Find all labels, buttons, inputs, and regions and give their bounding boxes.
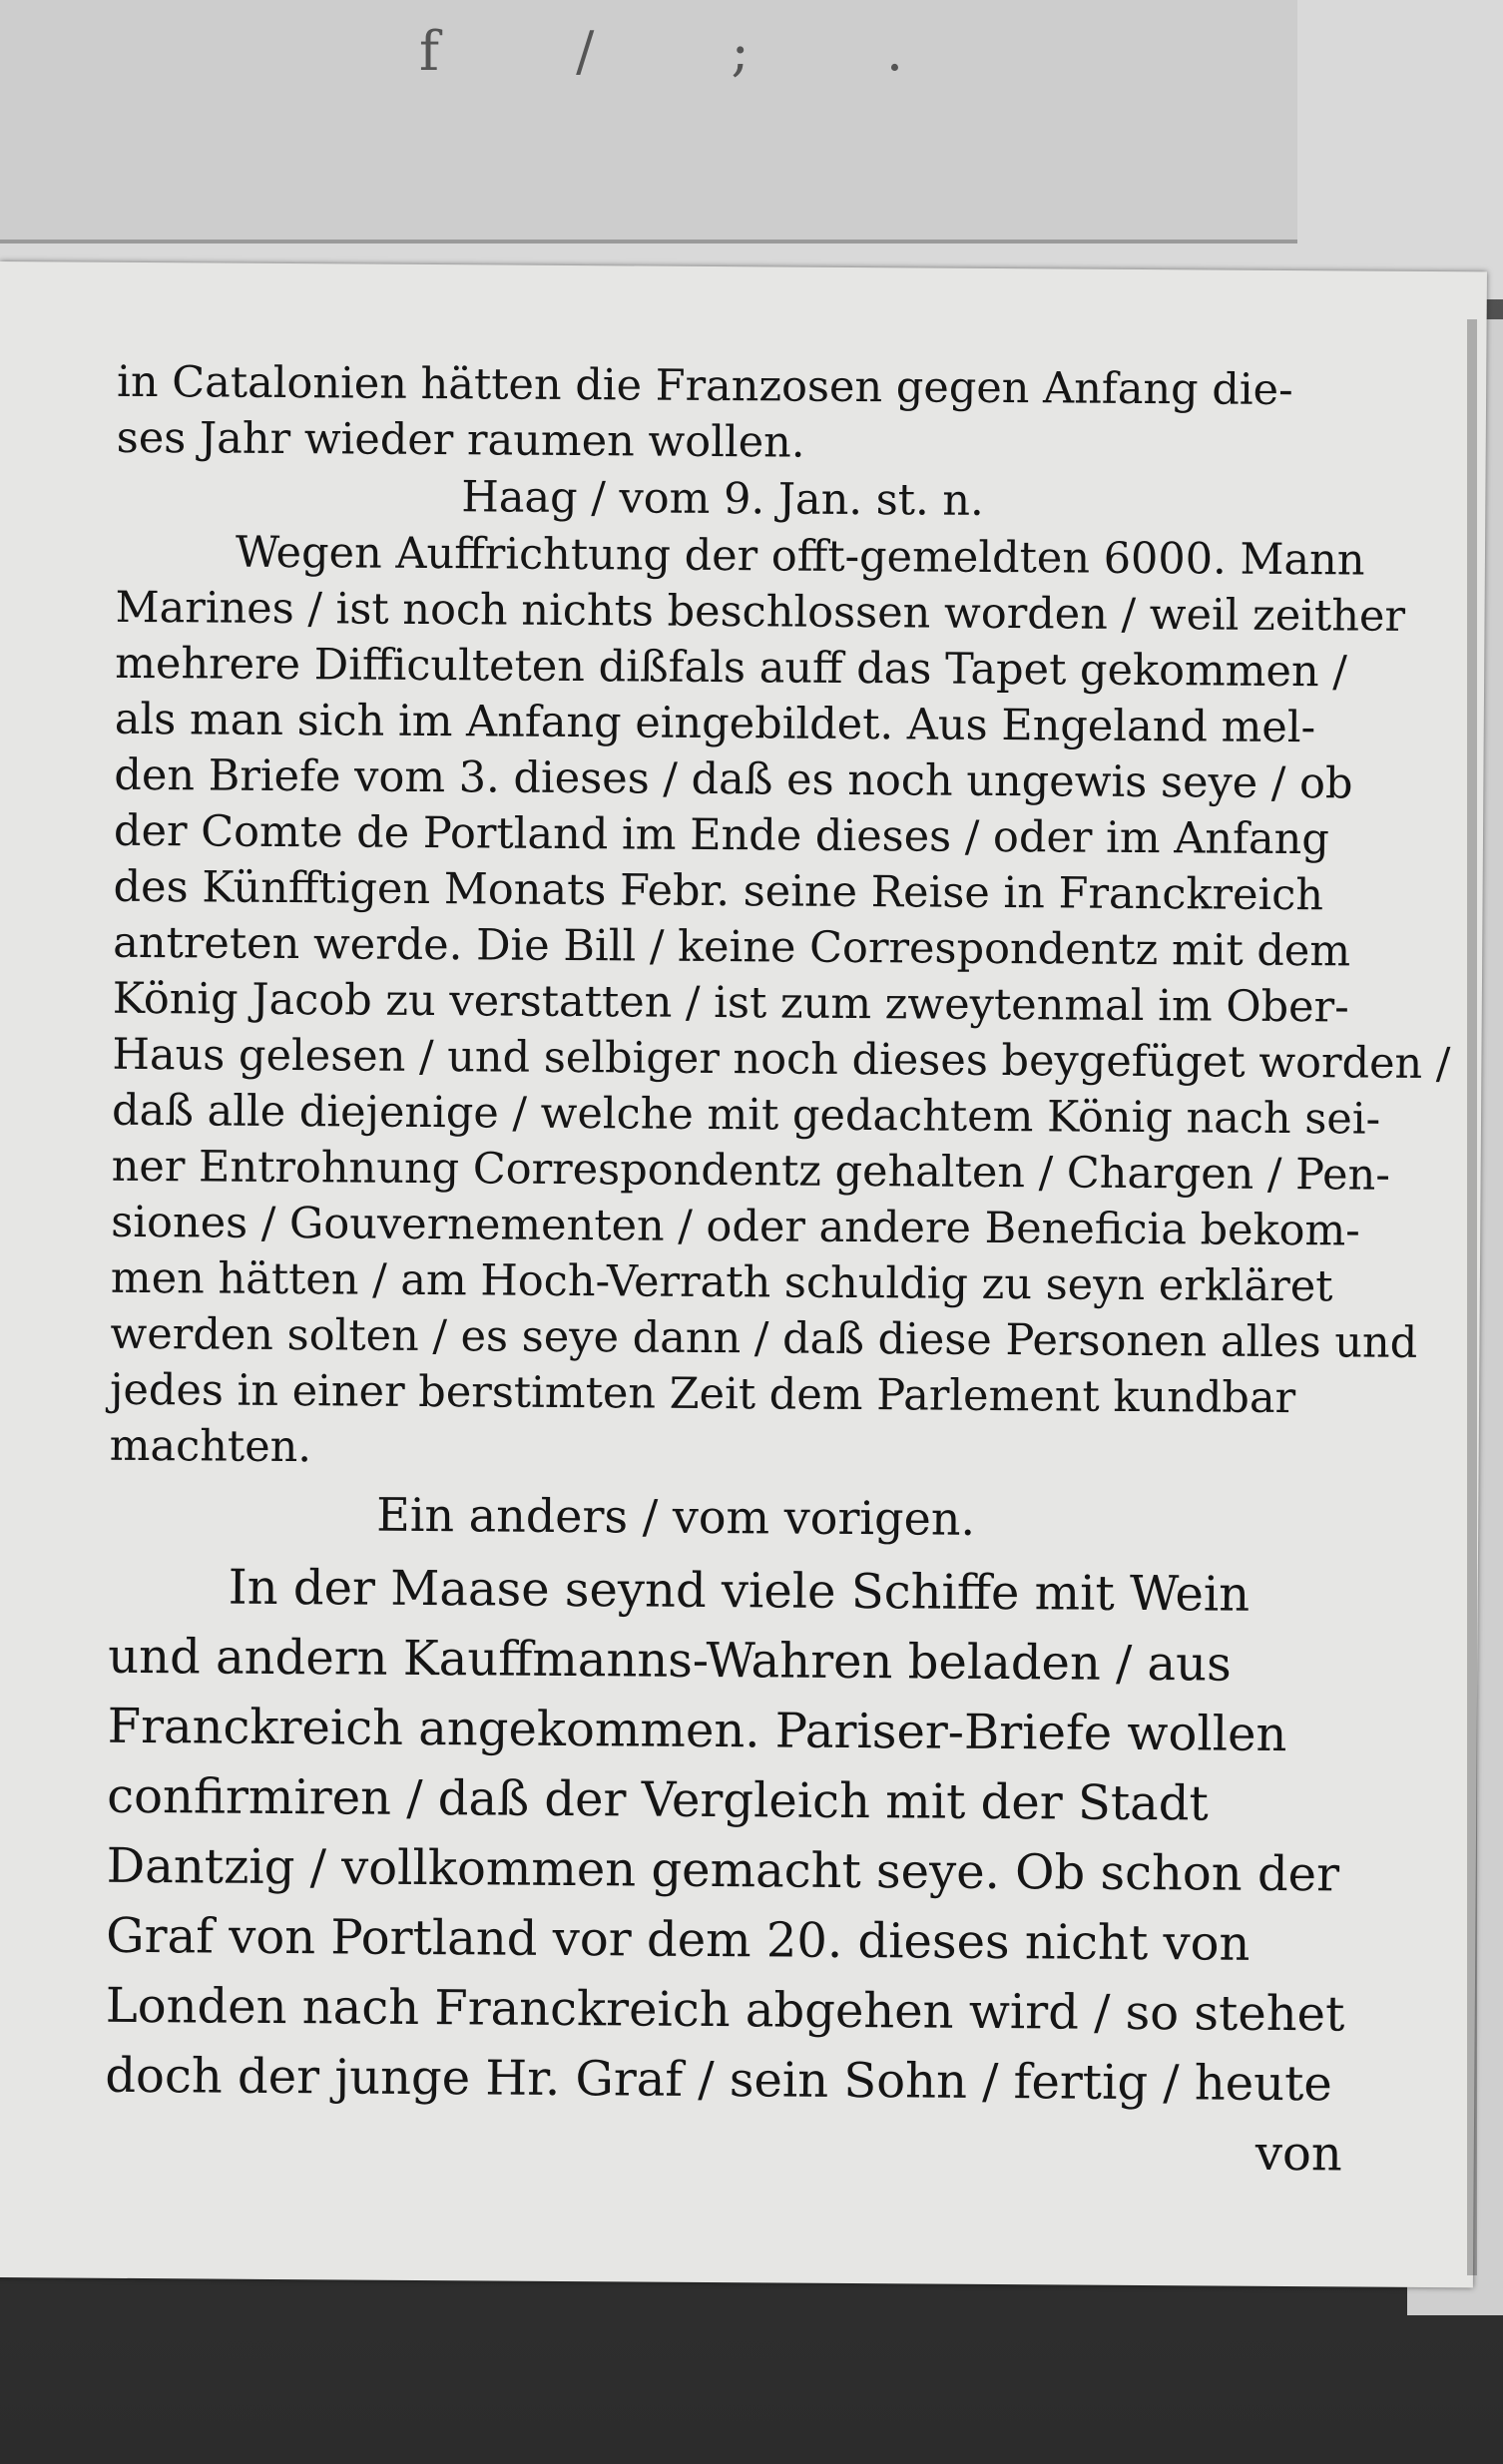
text-line: König Jacob zu verstatten / ist zum zweytenmal im Ober- xyxy=(112,973,1349,1033)
text-line: daß alle diejenige / welche mit gedachtem König nach sei- xyxy=(111,1085,1381,1145)
text-line: ner Entrohnung Correspondentz gehalten / Chargen / Pen- xyxy=(111,1141,1391,1201)
text-line: Dantzig / vollkommen gemacht seye. Ob schon der xyxy=(106,1837,1340,1903)
section-heading: Ein anders / vom vorigen. xyxy=(376,1487,976,1546)
text-line: Wegen Auffrichtung der offt-gemeldten 6000. Mann xyxy=(235,527,1365,586)
text-line: in Catalonien hätten die Franzosen gegen Anfang die- xyxy=(116,356,1293,416)
text-line: werden solten / es seye dann / daß diese Personen alles und xyxy=(110,1308,1418,1368)
text-line: In der Maase seynd viele Schiffe mit Wein xyxy=(228,1559,1251,1623)
text-line: doch der junge Hr. Graf / sein Sohn / fertig / heute xyxy=(105,2047,1332,2113)
text-line: machten. xyxy=(109,1420,312,1473)
newspaper-page xyxy=(0,261,1487,2287)
ink-bleed-marks: f / ; . xyxy=(419,20,964,83)
text-line: den Briefe vom 3. dieses / daß es noch ungewis seye / ob xyxy=(114,749,1353,809)
upper-sheet xyxy=(0,0,1503,299)
text-line: Marines / ist noch nichts beschlossen worden / weil zeither xyxy=(115,582,1406,642)
text-line: siones / Gouvernementen / oder andere Beneficia bekom- xyxy=(111,1197,1360,1256)
page-edge-shadow xyxy=(1467,319,1477,2275)
text-line: Graf von Portland vor dem 20. dieses nicht von xyxy=(106,1907,1251,1972)
text-line: ses Jahr wieder raumen wollen. xyxy=(116,412,805,468)
text-line: Franckreich angekommen. Pariser-Briefe wollen xyxy=(107,1698,1287,1763)
text-line: Londen nach Franckreich abgehen wird / so stehet xyxy=(105,1977,1345,2043)
text-line: Haus gelesen / und selbiger noch dieses beygefüget worden / xyxy=(112,1029,1451,1090)
text-line: und andern Kauffmanns-Wahren beladen / aus xyxy=(108,1628,1232,1693)
catchword: von xyxy=(1254,2125,1342,2183)
text-line: confirmiren / daß der Vergleich mit der Stadt xyxy=(107,1767,1209,1832)
page-text xyxy=(105,354,1451,2190)
text-line: men hätten / am Hoch-Verrath schuldig zu seyn erkläret xyxy=(110,1252,1333,1312)
dateline-heading: Haag / vom 9. Jan. st. n. xyxy=(461,472,984,526)
text-line: antreten werde. Die Bill / keine Correspondentz mit dem xyxy=(113,917,1351,977)
text-line: jedes in einer berstimten Zeit dem Parlement kundbar xyxy=(109,1364,1296,1424)
torn-paper-scrap xyxy=(0,0,1297,244)
text-line: des Künfftigen Monats Febr. seine Reise in Franckreich xyxy=(113,861,1324,921)
text-line: als man sich im Anfang eingebildet. Aus Engeland mel- xyxy=(114,694,1316,753)
text-line: der Comte de Portland im Ende dieses / oder im Anfang xyxy=(113,805,1330,865)
text-line: mehrere Difficulteten dißfals auff das Tapet gekommen / xyxy=(115,638,1347,698)
